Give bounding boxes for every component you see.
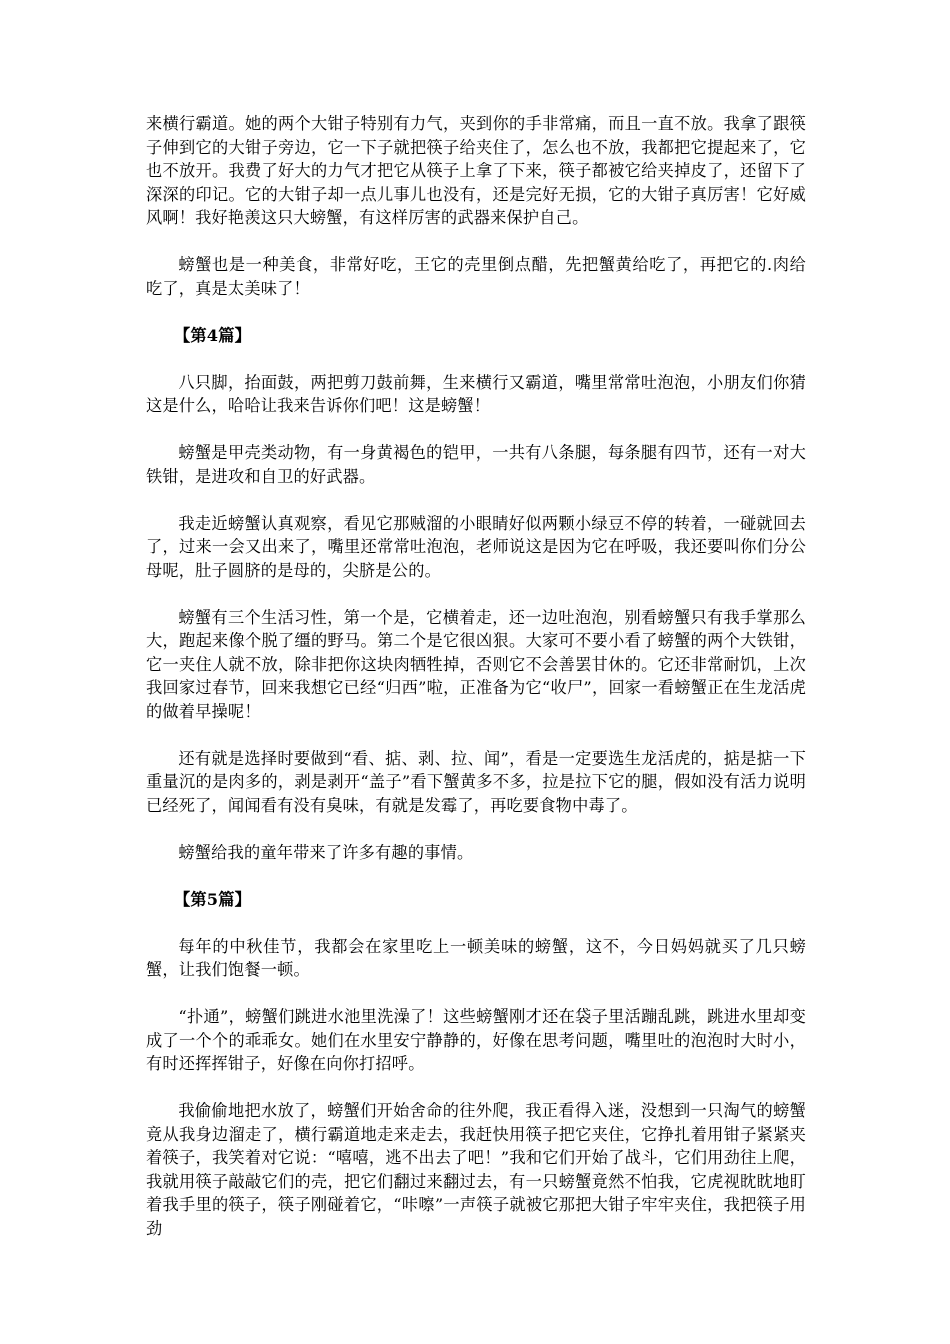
- section-heading: 【第5篇】: [174, 889, 252, 909]
- section-heading: 【第4篇】: [174, 325, 252, 345]
- body-paragraph: 还有就是选择时要做到“看、掂、剥、拉、闻”，看是一定要选生龙活虎的，掂是掂一下重量沉的是肉多的，剥是剥开“盖子”看下蟹黄多不多，拉是拉下它的腿，假如没有活力说明已经死了，闻闻看有没有臭味，有就是发霉了，再吃要食物中毒了。: [146, 748, 806, 815]
- body-paragraph: 我偷偷地把水放了，螃蟹们开始舍命的往外爬，我正看得入迷，没想到一只淘气的螃蟹竟从我身边溜走了，横行霸道地走来走去，我赶快用筷子把它夹住，它挣扎着用钳子紧紧夹着筷子，我笑着对它说：“嘻嘻，逃不出去了吧！”我和它们开始了战斗，它们用劲往上爬，我就用筷子敲敲它们的壳，把它们翻过来翻过去，有一只螃蟹竟然不怕我，它虎视眈眈地盯着我手里的筷子，筷子刚碰着它，“咔嚓”一声筷子就被它那把大钳子牢牢夹住，我把筷子用劲: [146, 1101, 806, 1238]
- body-paragraph: 螃蟹有三个生活习性，第一个是，它横着走，还一边吐泡泡，别看螃蟹只有我手掌那么大，跑起来像个脱了缰的野马。第二个是它很凶狠。大家可不要小看了螃蟹的两个大铁钳，它一夹住人就不放，除非把你这块肉牺牲掉，否则它不会善罢甘休的。它还非常耐饥，上次我回家过春节，回来我想它已经“归西”啦，正准备为它“收尸”，回家一看螃蟹正在生龙活虎的做着早操呢！: [146, 607, 806, 721]
- body-paragraph: 每年的中秋佳节，我都会在家里吃上一顿美味的螃蟹，这不，今日妈妈就买了几只螃蟹，让我们饱餐一顿。: [146, 936, 806, 979]
- body-paragraph: 螃蟹也是一种美食，非常好吃，王它的壳里倒点醋，先把蟹黄给吃了，再把它的.肉给吃了，真是太美味了！: [146, 255, 806, 298]
- body-paragraph: 我走近螃蟹认真观察，看见它那贼溜的小眼睛好似两颗小绿豆不停的转着，一碰就回去了，过来一会又出来了，嘴里还常常吐泡泡，老师说这是因为它在呼吸，我还要叫你们分公母呢，肚子圆脐的是母的，尖脐是公的。: [146, 513, 806, 580]
- document-page: [146, 112, 806, 1264]
- body-paragraph: 来横行霸道。她的两个大钳子特别有力气，夹到你的手非常痛，而且一直不放。我拿了跟筷子伸到它的大钳子旁边，它一下子就把筷子给夹住了，怎么也不放，我都把它提起来了，它也不放开。我费了好大的力气才把它从筷子上拿了下来，筷子都被它给夹掉皮了，还留下了深深的印记。它的大钳子却一点儿事儿也没有，还是完好无损，它的大钳子真厉害！它好威风啊！我好艳羡这只大螃蟹，有这样厉害的武器来保护自己。: [146, 114, 806, 227]
- body-paragraph: 螃蟹给我的童年带来了许多有趣的事情。: [178, 842, 474, 862]
- body-paragraph: 螃蟹是甲壳类动物，有一身黄褐色的铠甲，一共有八条腿，每条腿有四节，还有一对大铁钳，是进攻和自卫的好武器。: [146, 443, 806, 486]
- body-paragraph: “扑通”，螃蟹们跳进水池里洗澡了！这些螃蟹刚才还在袋子里活蹦乱跳，跳进水里却变成了一个个的乖乖女。她们在水里安宁静静的，好像在思考问题，嘴里吐的泡泡时大时小，有时还挥挥钳子，好像在向你打招呼。: [146, 1007, 806, 1073]
- body-paragraph: 八只脚，抬面鼓，两把剪刀鼓前舞，生来横行又霸道，嘴里常常吐泡泡，小朋友们你猜这是什么，哈哈让我来告诉你们吧！这是螃蟹！: [146, 372, 806, 415]
